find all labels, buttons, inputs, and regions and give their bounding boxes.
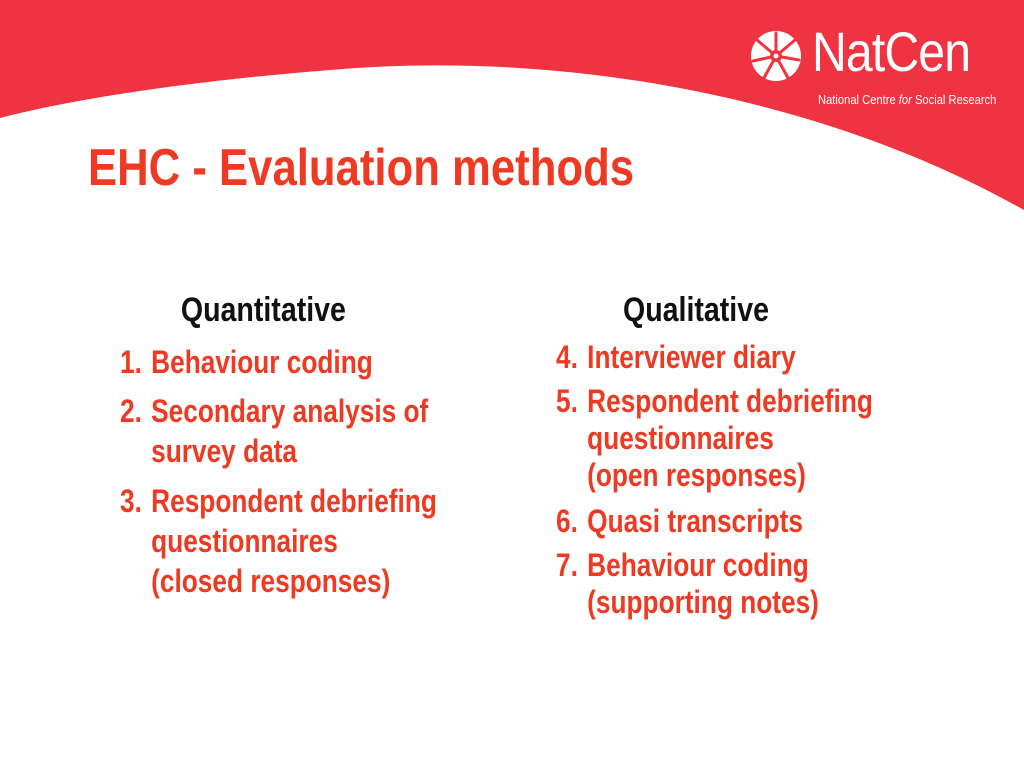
- list-item: [556, 501, 803, 541]
- slide-title: EHC - Evaluation methods: [88, 139, 635, 197]
- list-item: [120, 342, 373, 382]
- item-text: questionnaires: [587, 420, 774, 456]
- item-number: 4.: [556, 339, 578, 375]
- item-text: questionnaires: [151, 523, 338, 559]
- item-number: 3.: [120, 483, 142, 519]
- logo-tagline: [818, 92, 996, 108]
- logo-tagline-italic: for: [898, 92, 912, 107]
- quantitative-heading: Quantitative: [180, 291, 346, 329]
- qualitative-heading: Qualitative: [622, 291, 770, 329]
- list-item: [556, 547, 819, 621]
- item-text: Behaviour coding: [151, 344, 373, 380]
- list-item: [120, 481, 437, 601]
- logo-wordmark: NatCen: [812, 20, 971, 83]
- item-number: 2.: [120, 393, 142, 429]
- item-text: (open responses): [587, 457, 806, 493]
- list-item: [120, 391, 428, 471]
- item-text: (closed responses): [151, 563, 391, 599]
- item-number: 5.: [556, 383, 578, 419]
- item-text: Quasi transcripts: [587, 503, 803, 539]
- natcen-logo: [748, 22, 1008, 112]
- item-text: Behaviour coding: [587, 547, 809, 583]
- item-number: 6.: [556, 503, 578, 539]
- item-text: Respondent debriefing: [587, 383, 873, 419]
- logo-tagline-post: Social Research: [911, 92, 997, 107]
- item-text: Secondary analysis of: [151, 393, 429, 429]
- logo-tagline-pre: National Centre: [818, 92, 899, 107]
- list-item: [556, 337, 796, 377]
- item-number: 7.: [556, 547, 578, 583]
- item-text: Respondent debriefing: [151, 483, 437, 519]
- item-text: Interviewer diary: [587, 339, 796, 375]
- item-text: (supporting notes): [587, 584, 819, 620]
- list-item: [556, 383, 873, 494]
- item-number: 1.: [120, 344, 142, 380]
- aperture-wheel-icon: [748, 28, 804, 84]
- item-text: survey data: [151, 433, 298, 469]
